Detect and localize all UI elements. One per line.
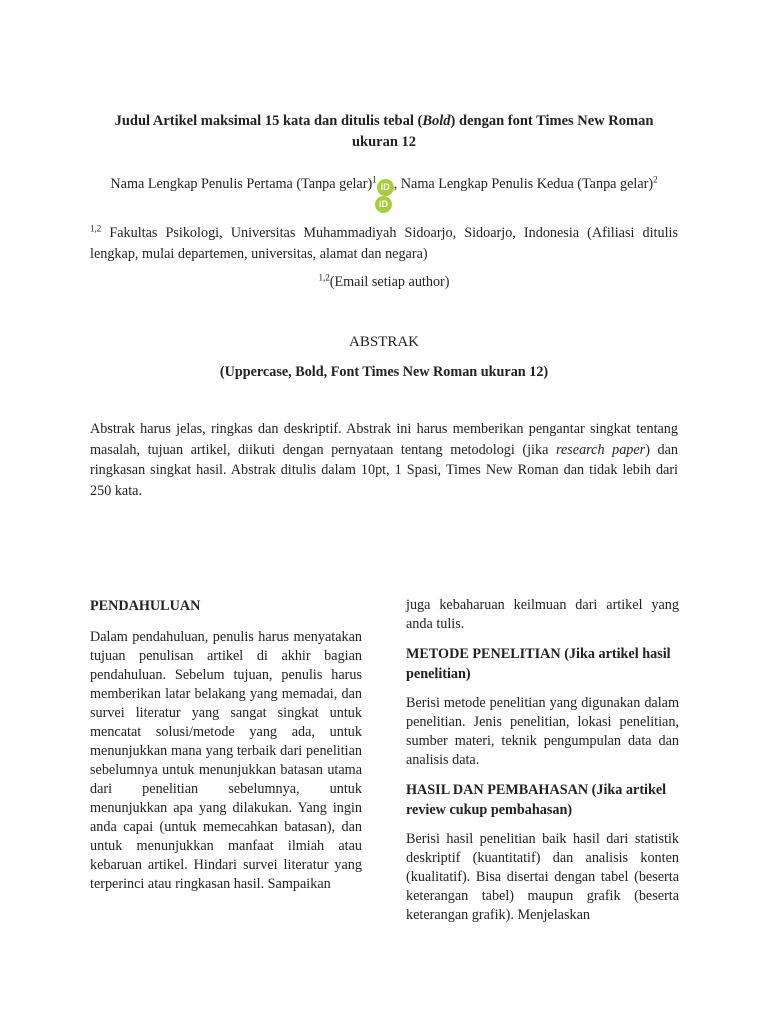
author-2-sup: 2 bbox=[653, 174, 658, 185]
section-heading-pendahuluan: PENDAHULUAN bbox=[90, 598, 201, 614]
affiliation-text: Fakultas Psikologi, Universitas Muhammadiyah Sidoarjo, Sidoarjo, Indonesia (Afiliasi ditulis lengkap, mulai departemen, universitas, alamat dan negara) bbox=[90, 225, 678, 262]
author-1-name: Nama Lengkap Penulis Pertama (Tanpa gelar) bbox=[110, 176, 373, 192]
author-2-name: Nama Lengkap Penulis Kedua (Tanpa gelar) bbox=[400, 176, 654, 192]
title-line1-post: ) dengan font Times New Roman bbox=[450, 113, 654, 129]
email-sup: 1,2 bbox=[318, 272, 330, 283]
section-body-hasil: Berisi hasil penelitian baik hasil dari statistik deskriptif (kuantitatif) dan analisis konten (kualitatif). Bisa disertai dengan tabel (beserta keterangan tabel) maupun grafik (beserta keterangan grafik). Menjelaskan bbox=[406, 831, 679, 923]
abstract-text-pre: Abstrak harus jelas, ringkas dan deskriptif. Abstrak ini harus memberikan pengantar singkat tentang masalah, tujuan artikel, diikuti dengan pernyataan tentang metodologi (jika bbox=[90, 421, 678, 458]
affiliation bbox=[90, 223, 678, 265]
abstract-heading: ABSTRAK bbox=[348, 334, 419, 350]
abstract-italic: research paper bbox=[555, 441, 646, 458]
section-body-pendahuluan: Dalam pendahuluan, penulis harus menyatakan tujuan penulisan artikel di akhir bagian pendahuluan. Sebelum tujuan, penulis harus memberikan latar belakang yang memadai, dan survei literatur yang sangat singkat untuk mencatat solusi/metode yang ada, untuk menunjukkan mana yang terbaik dari penelitian sebelumnya untuk menunjukkan batasan utama dari penelitian sebelumnya, untuk menunjukkan apa yang dilakukan. Yang ingin anda capai (untuk memecahkan batasan), dan untuk menunjukkan manfaat ilmiah atau kebaruan artikel. Hindari survei literatur yang terperinci atau ringkasan hasil. Sampaikan bbox=[90, 629, 362, 892]
abstract-text-post: ) dan ringkasan singkat hasil. Abstrak ditulis dalam 10pt, 1 Spasi, Times New Roman dan tidak lebih dari 250 kata. bbox=[90, 441, 678, 499]
author-line bbox=[80, 172, 688, 196]
author-1-sup: 1 bbox=[372, 174, 377, 185]
author-separator: , bbox=[393, 176, 401, 192]
abstract-body bbox=[90, 419, 678, 501]
article-title bbox=[96, 111, 672, 153]
right-column bbox=[406, 596, 679, 925]
title-bold-word: Bold bbox=[422, 113, 451, 129]
affiliation-sup: 1,2 bbox=[90, 223, 102, 234]
section-continuation: juga kebaharuan keilmuan dari artikel yang anda tulis. bbox=[406, 597, 679, 632]
section-heading-hasil: HASIL DAN PEMBAHASAN (Jika artikel review cukup pembahasan) bbox=[406, 782, 667, 818]
left-column bbox=[90, 596, 362, 894]
orcid-icon[interactable]: iD bbox=[377, 179, 394, 196]
email-text: (Email setiap author) bbox=[329, 274, 450, 290]
section-heading-metode: METODE PENELITIAN (Jika artikel hasil penelitian) bbox=[406, 646, 671, 682]
title-line2: ukuran 12 bbox=[351, 134, 417, 150]
abstract-subheading: (Uppercase, Bold, Font Times New Roman ukuran 12) bbox=[219, 364, 549, 380]
title-line1-pre: Judul Artikel maksimal 15 kata dan ditulis tebal ( bbox=[114, 113, 423, 129]
orcid-icon[interactable]: iD bbox=[375, 196, 392, 213]
section-body-metode: Berisi metode penelitian yang digunakan dalam penelitian. Jenis penelitian, lokasi penelitian, sumber materi, teknik pengumpulan data dan analisis data. bbox=[406, 695, 679, 768]
email-line bbox=[90, 272, 678, 293]
